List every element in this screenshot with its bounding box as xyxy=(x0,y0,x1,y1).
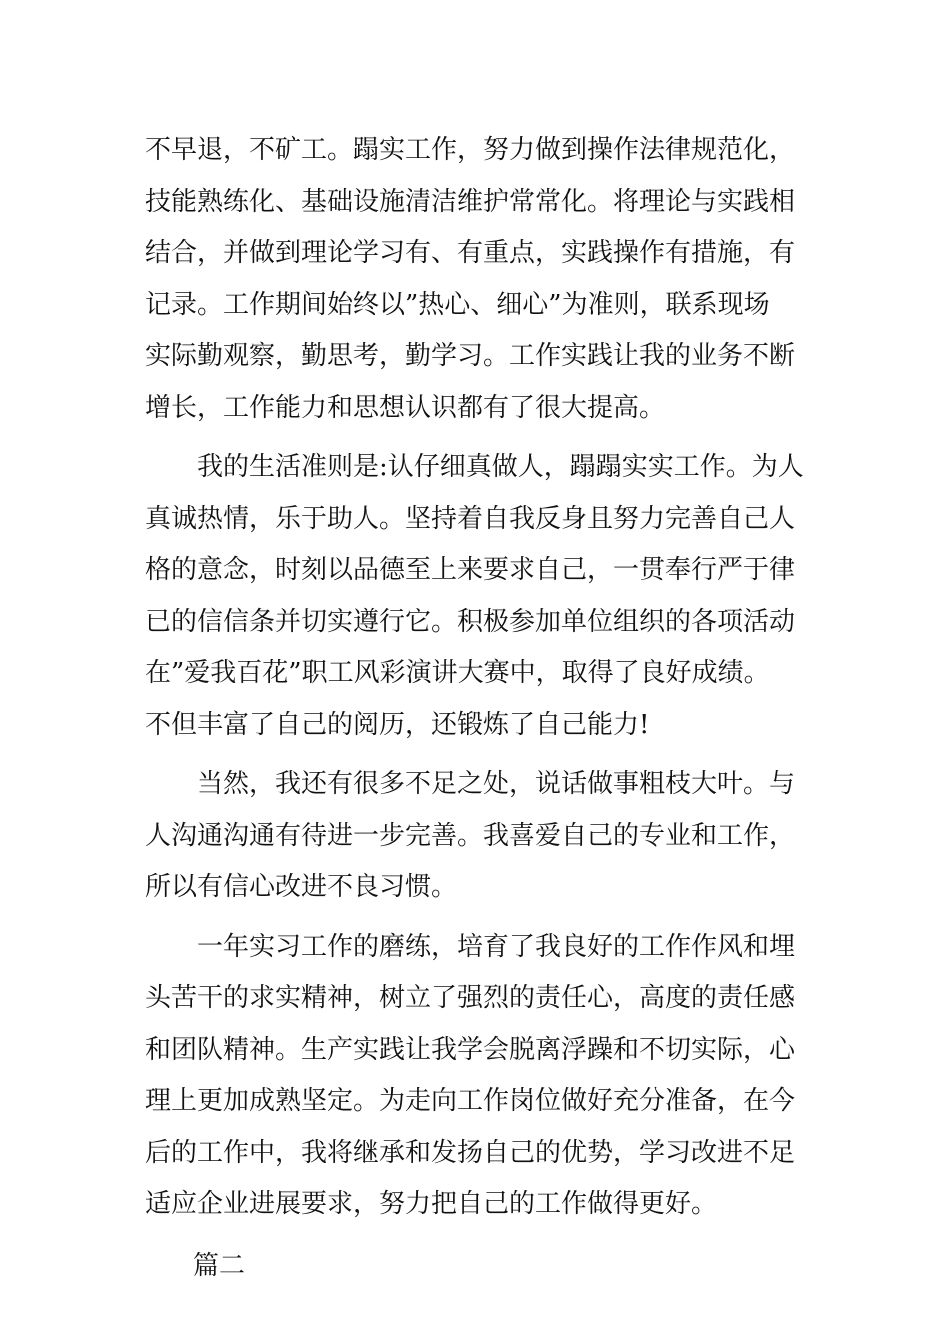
text-line: 实际勤观察，勤思考，勤学习。工作实践让我的业务不断 xyxy=(145,341,796,371)
text-line: 增长，工作能力和思想认识都有了很大提高。 xyxy=(145,392,666,423)
text-line: 在”爱我百花”职工风彩演讲大赛中，取得了良好成绩。 xyxy=(145,658,770,688)
text-line: 格的意念，时刻以品德至上来要求自己，一贯奉行严于律 xyxy=(145,555,796,585)
text-line: 不但丰富了自己的阅历，还锻炼了自己能力! xyxy=(145,709,650,740)
text-line: 记录。工作期间始终以”热心、细心”为准则，联系现场 xyxy=(145,289,770,320)
text-line: 不早退，不矿工。蹋实工作，努力做到操作法律规范化， xyxy=(145,135,796,165)
text-line: 技能熟练化、基础设施清洁维护常常化。将理论与实践相 xyxy=(145,186,796,217)
text-line: 适应企业进展要求，努力把自己的工作做得更好。 xyxy=(145,1189,718,1219)
text-line: 和团队精神。生产实践让我学会脱离浮躁和不切实际，心 xyxy=(145,1034,796,1065)
document-body xyxy=(145,125,807,1292)
paragraph-2 xyxy=(145,442,807,751)
text-line: 理上更加成熟坚定。为走向工作岗位做好充分准备，在今 xyxy=(145,1086,796,1116)
text-line: 所以有信心改进不良习惯。 xyxy=(145,872,458,902)
paragraph-4 xyxy=(145,922,807,1231)
text-line: 已的信信条并切实遵行它。积极参加单位组织的各项活动 xyxy=(145,606,796,637)
text-line: 一年实习工作的磨练，培育了我良好的工作作风和埋 xyxy=(197,931,796,962)
paragraph-gap xyxy=(145,751,807,759)
text-line: 我的生活准则是:认仔细真做人，蹋蹋实实工作。为人 xyxy=(197,452,804,482)
text-line: 真诚热情，乐于助人。坚持着自我反身且努力完善自己人 xyxy=(145,503,796,534)
paragraph-gap xyxy=(145,914,807,922)
text-line: 后的工作中，我将继承和发扬自己的优势，学习改进不足 xyxy=(145,1137,796,1168)
text-line: 当然，我还有很多不足之处，说话做事粗枝大叶。与 xyxy=(197,769,796,799)
paragraph-1 xyxy=(145,125,807,434)
text-line: 头苦干的求实精神，树立了强烈的责任心，高度的责任感 xyxy=(145,983,796,1013)
paragraph-3 xyxy=(145,759,807,914)
section-heading: 篇二 xyxy=(193,1250,246,1281)
paragraph-gap xyxy=(145,434,807,442)
text-line: 人沟通沟通有待进一步完善。我喜爱自己的专业和工作， xyxy=(145,820,796,851)
text-line: 结合，并做到理论学习有、有重点，实践操作有措施，有 xyxy=(145,238,796,268)
